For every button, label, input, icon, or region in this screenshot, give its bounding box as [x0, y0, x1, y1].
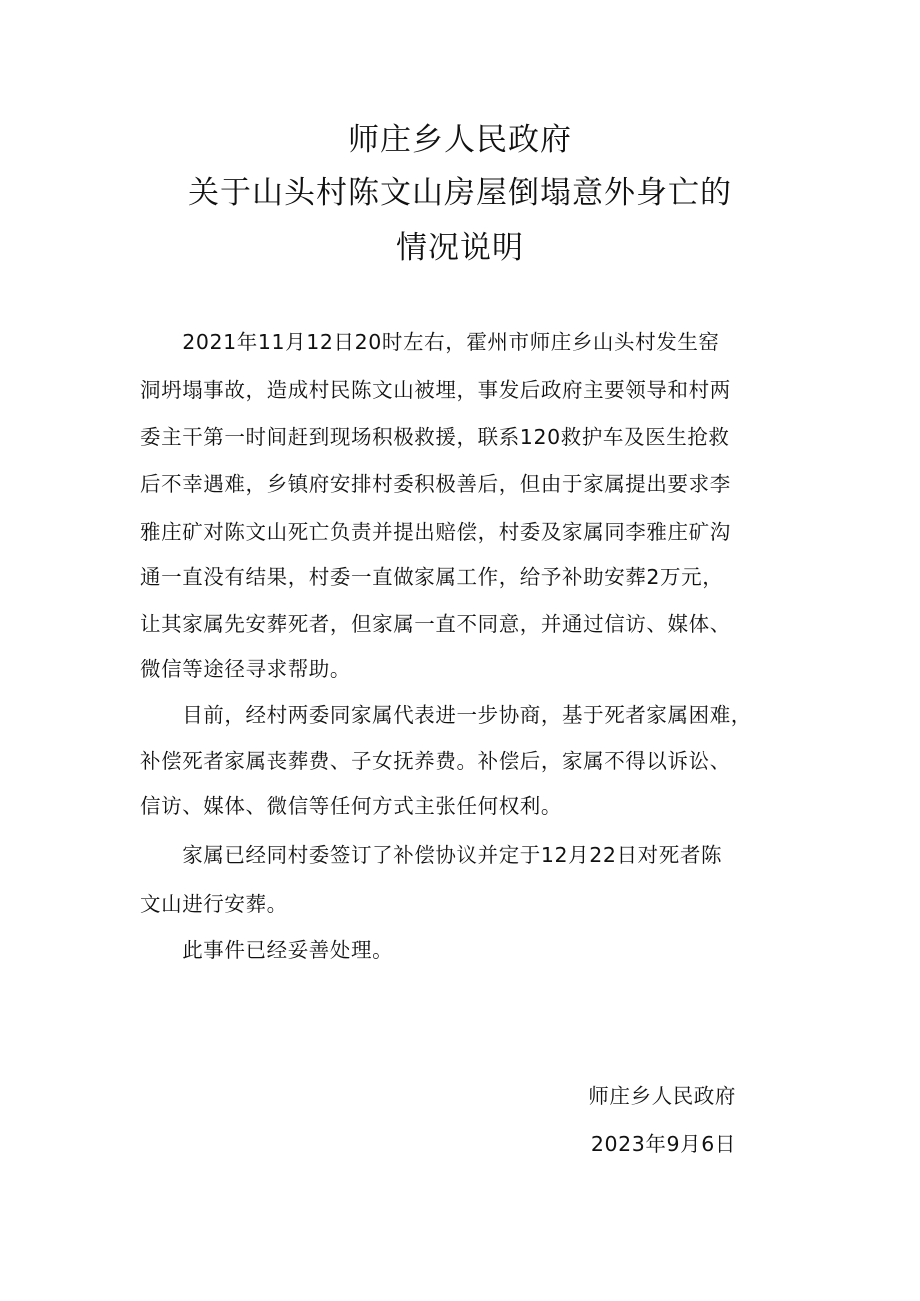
body-line: 2021年11月12日20时左右，霍州市师庄乡山头村发生窑 [140, 330, 720, 354]
body-line: 委主干第一时间赶到现场积极救援，联系120救护车及医生抢救 [140, 425, 730, 449]
body-line: 让其家属先安葬死者，但家属一直不同意，并通过信访、媒体、 [140, 612, 731, 636]
document-title-line-1: 师庄乡人民政府 [348, 122, 572, 158]
body-line: 文山进行安葬。 [140, 892, 288, 916]
body-line: 补偿死者家属丧葬费、子女抚养费。补偿后，家属不得以诉讼、 [140, 749, 731, 773]
body-line: 目前，经村两委同家属代表进一步协商，基于死者家属困难， [140, 703, 752, 727]
body-line: 此事件已经妥善处理。 [140, 938, 394, 962]
body-line: 微信等途径寻求帮助。 [140, 657, 351, 681]
signature-date: 2023年9月6日 [590, 1132, 736, 1156]
body-line: 家属已经同村委签订了补偿协议并定于12月22日对死者陈 [140, 843, 723, 867]
body-line: 通一直没有结果，村委一直做家属工作，给予补助安葬2万元， [140, 565, 724, 589]
document-title-line-3: 情况说明 [396, 230, 524, 266]
signature-organization: 师庄乡人民政府 [588, 1084, 736, 1108]
document-title-line-2: 关于山头村陈文山房屋倒塌意外身亡的 [188, 175, 732, 211]
body-line: 洞坍塌事故，造成村民陈文山被埋，事发后政府主要领导和村两 [140, 378, 731, 402]
body-line: 后不幸遇难，乡镇府安排村委积极善后，但由于家属提出要求李 [140, 472, 731, 496]
body-line: 信访、媒体、微信等任何方式主张任何权利。 [140, 794, 562, 818]
body-line: 雅庄矿对陈文山死亡负责并提出赔偿，村委及家属同李雅庄矿沟 [140, 520, 731, 544]
